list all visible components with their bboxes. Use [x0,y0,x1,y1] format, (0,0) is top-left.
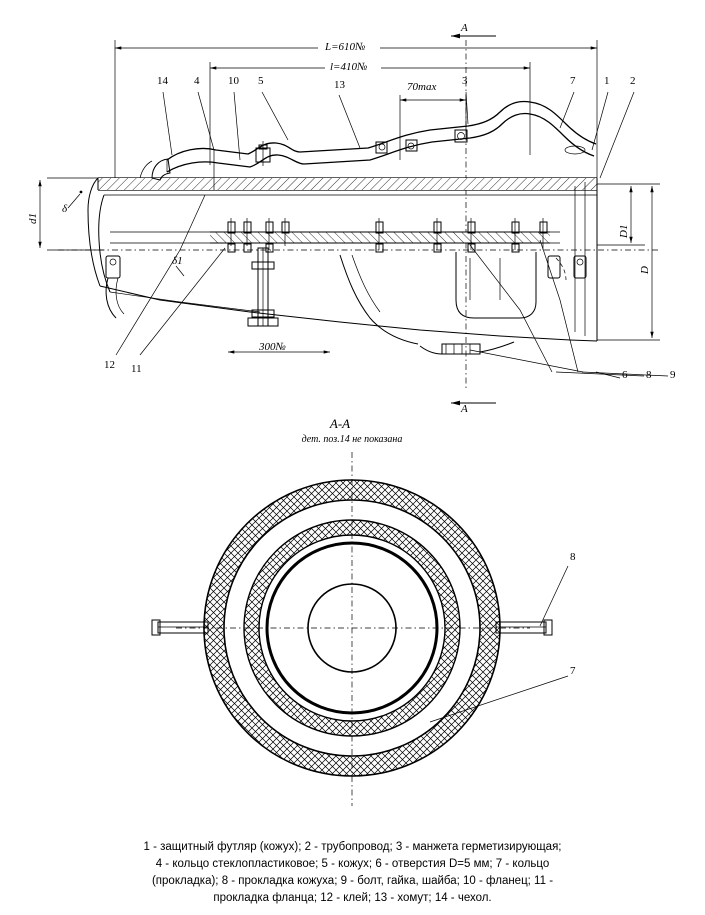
callout-9: 9 [670,369,676,381]
callout-12: 12 [104,359,115,371]
base-length-label: 300№ [259,341,286,353]
callout-leaders-top [163,92,634,190]
dimension-inner-length [210,60,530,73]
max-width-label: 70max [407,81,437,93]
left-bracket [106,256,124,318]
inner-length-label: l=410№ [330,61,368,73]
legend-line-2: 4 - кольцо стеклопластиковое; 5 - кожух; 6 - отверстия D=5 мм; 7 - кольцо [155,858,550,870]
callout-8: 8 [646,369,652,381]
callout-10: 10 [228,75,239,87]
D-label: D [639,266,651,274]
callout-13: 13 [334,79,345,91]
callout-5: 5 [258,75,264,87]
overall-length-label: L=610№ [325,41,366,53]
dimension-d1 [40,178,104,250]
callout-3: 3 [462,75,468,87]
pipe-assembly-outline [58,178,660,341]
section-title: А-А [329,416,351,431]
section-stud-right [496,620,552,635]
section-stud-left [152,620,208,635]
legend-line-1: 1 - защитный футляр (кожух); 2 - трубопровод; 3 - манжета герметизирующая; [143,841,562,853]
section-callout-8: 8 [570,551,576,563]
callout-4: 4 [194,75,200,87]
right-bracket [548,256,586,280]
callout-6: 6 [622,369,628,381]
section-subtitle: дет. поз.14 не показана [301,434,403,445]
d1-label: d1 [27,213,39,224]
legend-line-4: прокладка фланца; 12 - клей; 13 - хомут; 14 - чехол. [213,892,492,904]
callout-1: 1 [604,75,610,87]
delta-label: δ [62,203,68,215]
section-letter-bottom: A [461,403,468,415]
section-view [152,452,568,806]
callout-14: 14 [157,75,168,87]
callout-7: 7 [570,75,576,87]
delta1-label: δ1 [172,255,183,267]
section-letter-top: A [461,22,468,34]
callout-2: 2 [630,75,636,87]
lower-body-details [340,252,536,354]
section-callout-7: 7 [570,665,576,677]
legend-block [0,839,705,907]
callout-11: 11 [131,363,142,375]
delta-leader [68,191,82,208]
D1-label: D1 [618,224,630,238]
sealing-sleeve-profile [167,101,596,172]
delta1-leader [176,266,184,276]
clamp-details-top [256,130,585,166]
flange-clamp-bar [248,248,278,326]
section-cut-line [451,36,496,403]
dimension-D1-D [597,184,660,340]
cover-cap-14 [140,159,170,180]
legend-line-3: (прокладка); 8 - прокладка кожуха; 9 - болт, гайка, шайба; 10 - фланец; 11 - [151,875,554,887]
